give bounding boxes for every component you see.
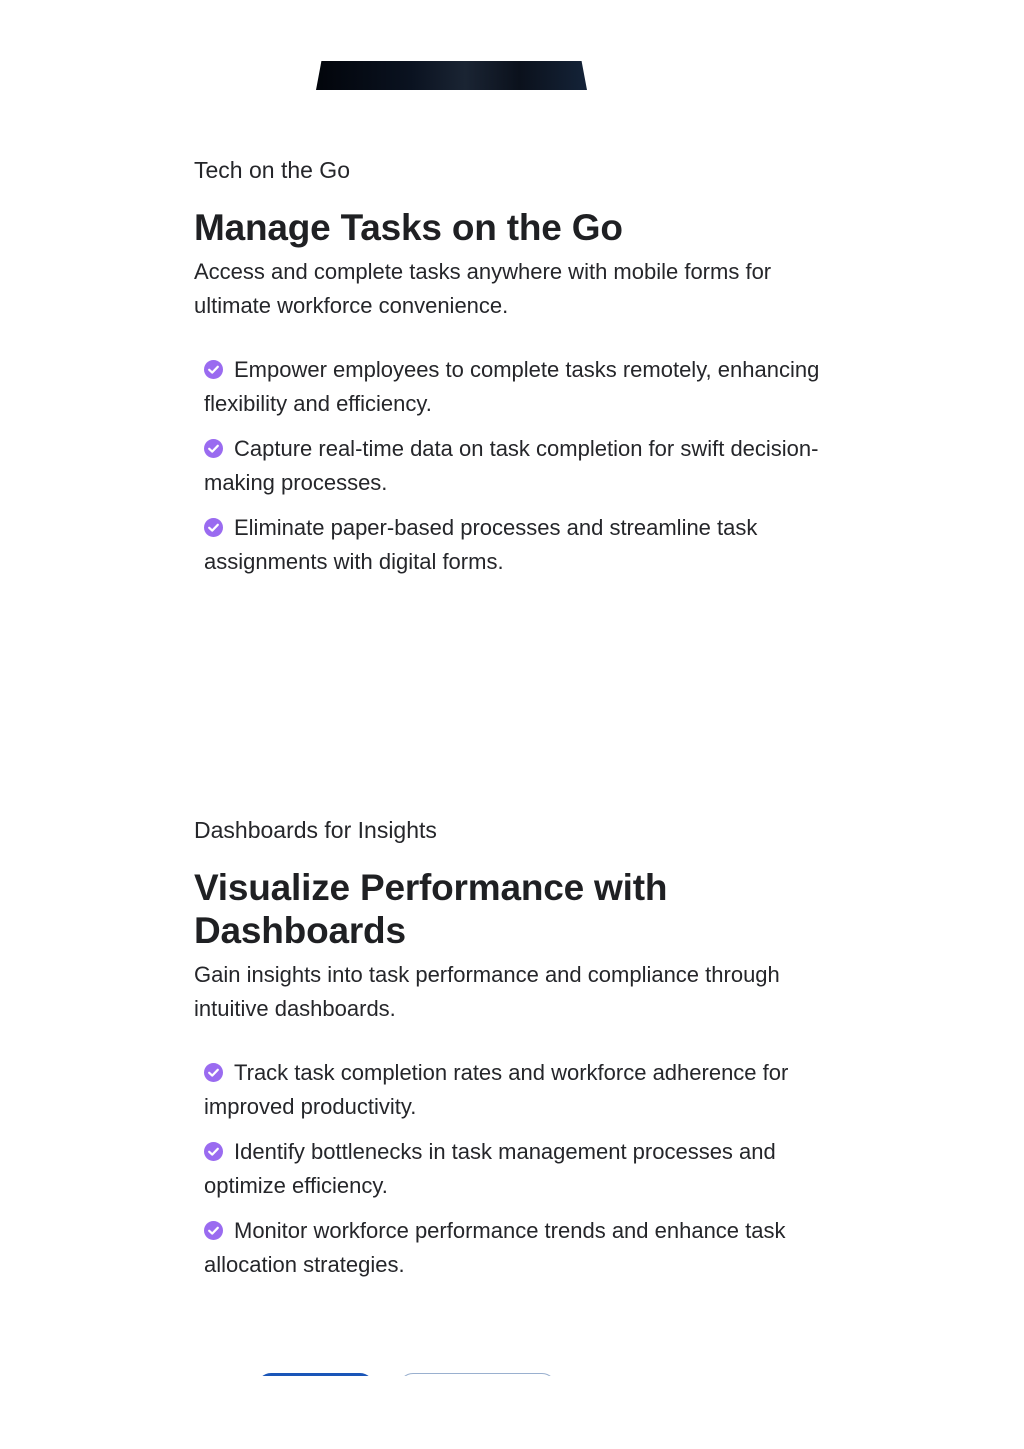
check-circle-icon xyxy=(204,518,223,537)
feature-list xyxy=(204,1056,854,1282)
feature-text: Monitor workforce performance trends and enhance task allocation strategies. xyxy=(204,1218,786,1277)
section-dashboards-for-insights xyxy=(194,816,854,1293)
feature-item xyxy=(204,1214,854,1282)
feature-text: Identify bottlenecks in task management processes and optimize efficiency. xyxy=(204,1139,776,1198)
feature-list xyxy=(204,353,854,579)
check-circle-icon xyxy=(204,1221,223,1240)
feature-item xyxy=(204,432,854,500)
feature-item xyxy=(204,1056,854,1124)
section-description: Access and complete tasks anywhere with mobile forms for ultimate workforce convenience. xyxy=(194,259,772,318)
section-eyebrow: Tech on the Go xyxy=(194,157,350,183)
page-fade xyxy=(0,1376,1024,1449)
feature-item xyxy=(204,353,854,421)
feature-item xyxy=(204,1135,854,1203)
section-title: Visualize Performance with Dashboards xyxy=(194,867,668,951)
hero-image xyxy=(316,61,587,90)
check-circle-icon xyxy=(204,1142,223,1161)
feature-text: Empower employees to complete tasks remotely, enhancing flexibility and efficiency. xyxy=(204,357,820,416)
check-circle-icon xyxy=(204,439,223,458)
feature-text: Eliminate paper-based processes and streamline task assignments with digital forms. xyxy=(204,515,758,574)
check-circle-icon xyxy=(204,360,223,379)
section-eyebrow: Dashboards for Insights xyxy=(194,817,437,843)
section-description: Gain insights into task performance and compliance through intuitive dashboards. xyxy=(194,962,780,1021)
check-circle-icon xyxy=(204,1063,223,1082)
feature-text: Track task completion rates and workforce adherence for improved productivity. xyxy=(204,1060,789,1119)
feature-item xyxy=(204,511,854,579)
section-tech-on-the-go xyxy=(194,156,854,590)
section-title: Manage Tasks on the Go xyxy=(194,207,623,248)
feature-text: Capture real-time data on task completion for swift decision-making processes. xyxy=(204,436,819,495)
